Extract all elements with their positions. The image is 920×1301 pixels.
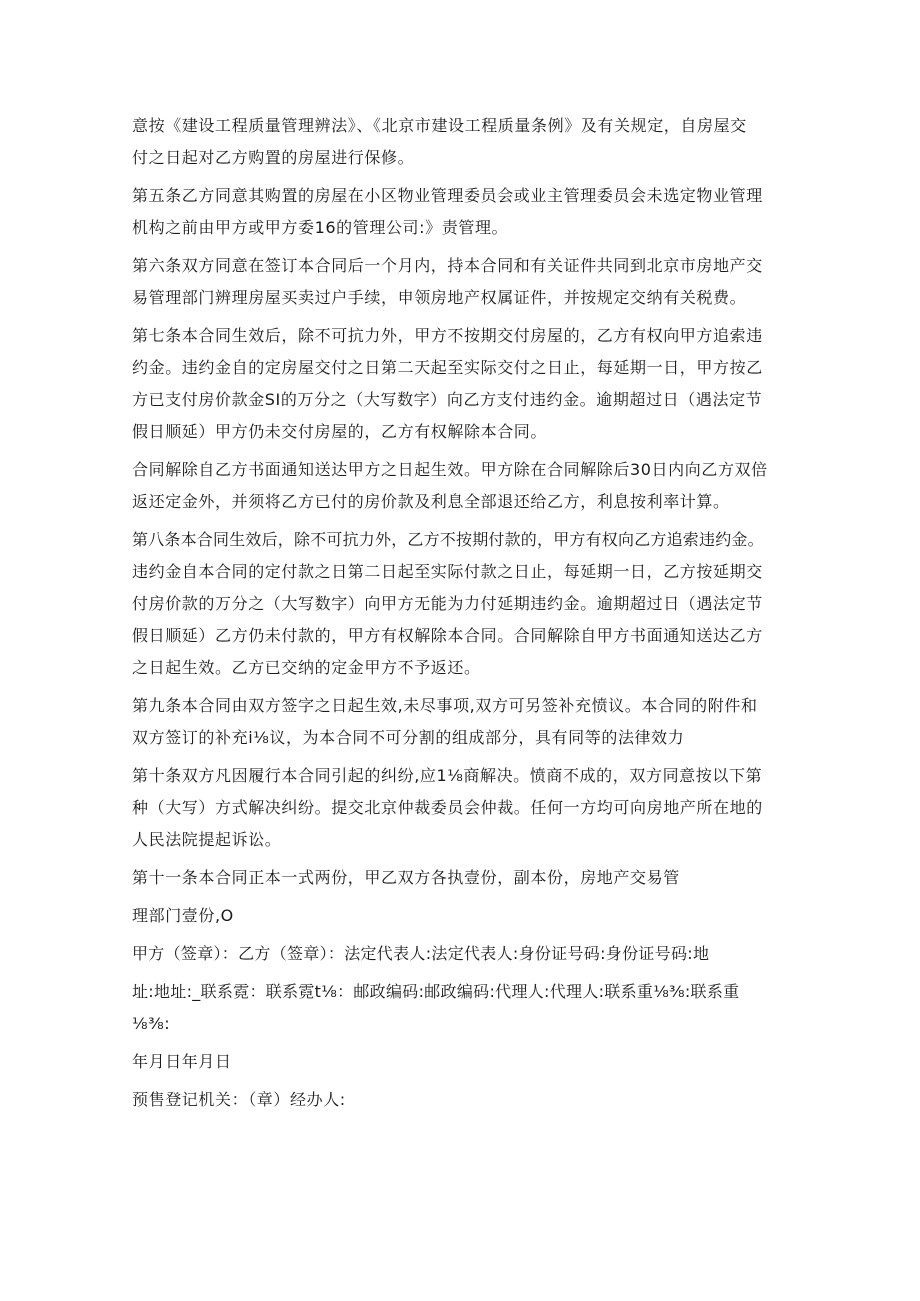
text-line: 预售登记机关：（章）经办人: — [132, 1090, 346, 1109]
contract-text — [132, 110, 812, 1116]
text-line: 合同解除自乙方书面通知送达甲方之日起生效。甲方除在合同解除后30日内向乙方双倍 — [132, 460, 768, 479]
text-line: 方已支付房价款金SI的万分之（大写数字）向乙方支付违约金。逾期超过日（遇法定节 — [132, 390, 763, 409]
text-line: 之日起生效。乙方已交纳的定金甲方不予返还。 — [132, 658, 481, 677]
text-line: 年月日年月日 — [132, 1052, 232, 1071]
text-line: 种（大写）方式解决纠纷。提交北京仲裁委员会仲裁。任何一方均可向房地产所在地的 — [132, 798, 763, 817]
text-line: 返还定金外，并须将乙方已付的房价款及利息全部退还给乙方，利息按利率计算。 — [132, 492, 730, 511]
text-line: 第五条乙方同意其购置的房屋在小区物业管理委员会或业主管理委员会未选定物业管理 — [132, 186, 763, 205]
text-line: 第九条本合同由双方签字之日起生效,未尽事项,双方可另签补充愤议。本合同的附件和 — [132, 696, 758, 715]
text-line: 违约金自本合同的定付款之日第二日起至实际付款之日止，每延期一日，乙方按延期交 — [132, 562, 763, 581]
text-line: 第六条双方同意在签订本合同后一个月内，持本合同和有关证件共同到北京市房地产交 — [132, 256, 763, 275]
text-line: 双方签订的补充i⅛议，为本合同不可分割的组成部分，具有同等的法律效力 — [132, 728, 685, 747]
text-line: 理部门壹份,O — [132, 906, 234, 925]
text-line: 第十一条本合同正本一式两份，甲乙双方各执壹份，副本份，房地产交易管 — [132, 868, 680, 887]
text-line: 甲方（签章）：乙方（签章）：法定代表人:法定代表人:身份证号码:身份证号码:地 — [132, 944, 710, 963]
text-line: 易管理部门辨理房屋买卖过户手续，申领房地产权属证件，并按规定交纳有关税费。 — [132, 288, 747, 307]
text-line: 假日顺延）乙方仍未付款的，甲方有权解除本合同。合同解除自甲方书面通知送达乙方 — [132, 626, 763, 645]
text-line: 第八条本合同生效后，除不可抗力外，乙方不按期付款的，甲方有权向乙方追索违约金。 — [132, 530, 764, 549]
text-line: 付之日起对乙方购置的房屋进行保修。 — [132, 148, 415, 167]
text-line: 第七条本合同生效后，除不可抗力外，甲方不按期交付房屋的，乙方有权向甲方追索违 — [132, 326, 763, 345]
text-line: 人民法院提起诉讼。 — [132, 830, 282, 849]
text-line: 意按《建设工程质量管理辨法》、《北京市建设工程质量条例》及有关规定，自房屋交 — [132, 116, 747, 135]
text-line: 址:地址:_联系霓：联系霓t⅛：邮政编码:邮政编码:代理人:代理人:联系重⅛⅜:联系重 — [132, 982, 740, 1001]
text-line: 机构之前由甲方或甲方委16的管理公司:》责管理。 — [132, 218, 509, 237]
text-line: 假日顺延）甲方仍未交付房屋的，乙方有权解除本合同。 — [132, 422, 548, 441]
text-line: 第十条双方凡因履行本合同引起的纠纷,应1⅛商解决。愤商不成的，双方同意按以下第 — [132, 766, 763, 785]
text-line: 付房价款的万分之（大写数字）向甲方无能为力付延期违约金。逾期超过日（遇法定节 — [132, 594, 763, 613]
text-line: 约金。违约金自的定房屋交付之日第二天起至实际交付之日止，每延期一日，甲方按乙 — [132, 358, 763, 377]
text-line: ⅛⅜: — [132, 1014, 171, 1033]
